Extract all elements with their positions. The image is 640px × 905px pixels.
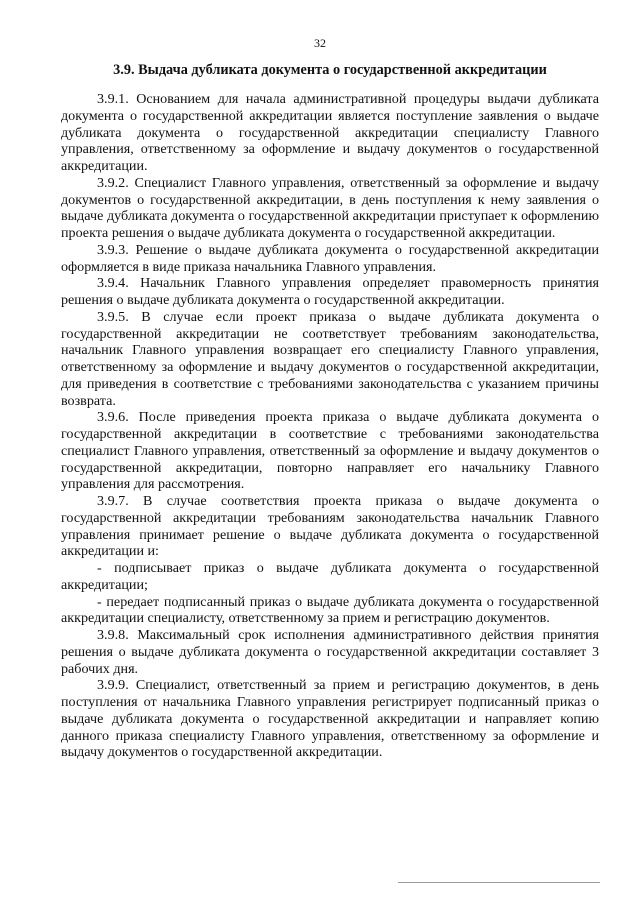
document-body bbox=[61, 91, 599, 761]
section-title: 3.9. Выдача дубликата документа о государственной аккредитации bbox=[113, 62, 547, 78]
paragraph-3-9-4: 3.9.4. Начальник Главного управления определяет правомерность принятия решения о выдаче дубликата документа о государственной аккредитации. bbox=[61, 275, 599, 308]
footer-divider bbox=[398, 882, 600, 883]
paragraph-3-9-2: 3.9.2. Специалист Главного управления, ответственный за оформление и выдачу документов о государственной аккредитации, в день поступления к нему заявления о выдаче дубликата документа о государственной аккредитации приступает к оформлению проекта решения о выдаче дубликата документа о государственной аккредитации. bbox=[61, 174, 599, 241]
paragraph-3-9-3: 3.9.3. Решение о выдаче дубликата документа о государственной аккредитации оформляется в виде приказа начальника Главного управления. bbox=[61, 241, 599, 275]
list-item-transfer-order: - передает подписанный приказ о выдаче дубликата документа о государственной аккредитации специалисту, ответственному за прием и регистрацию документов. bbox=[61, 593, 599, 627]
paragraph-3-9-7: 3.9.7. В случае соответствия проекта приказа о выдаче документа о государственной аккредитации требованиям законодательства начальник Главного управления принимает решение о выдаче дубликата документа о государственной аккредитации и: bbox=[61, 493, 599, 560]
page-number: 32 bbox=[314, 36, 326, 50]
paragraph-3-9-9: 3.9.9. Специалист, ответственный за прием и регистрацию документов, в день поступления от начальника Главного управления регистрирует подписанный приказ о выдаче дубликата документа о государственной аккредитации и направляет копию данного приказа специалисту Главного управления, ответственному за оформление и выдачу документов о государственной аккредитации. bbox=[61, 677, 599, 761]
paragraph-3-9-5: 3.9.5. В случае если проект приказа о выдаче дубликата документа о государственной аккредитации не соответствует требованиям законодательства, начальник Главного управления возвращает его специалисту Главного управления, ответственному за оформление и выдачу документов о государственной аккредитации, для приведения в соответствие с требованиями законодательства с указанием причины возврата. bbox=[61, 308, 599, 409]
paragraph-3-9-6: 3.9.6. После приведения проекта приказа о выдаче дубликата документа о государственной аккредитации в соответствие с требованиями законодательства специалист Главного управления, ответственный за оформление и выдачу документов о государственной аккредитации, повторно направляет его начальнику Главного управления для рассмотрения. bbox=[61, 409, 599, 493]
paragraph-3-9-1: 3.9.1. Основанием для начала административной процедуры выдачи дубликата документа о государственной аккредитации является поступление заявления о выдаче дубликата документа о государственной аккредитации специалисту Главного управления, ответственному за оформление и выдачу документов о государственной аккредитации. bbox=[61, 91, 599, 174]
paragraph-3-9-8: 3.9.8. Максимальный срок исполнения административного действия принятия решения о выдаче дубликата документа о государственной аккредитации составляет 3 рабочих дня. bbox=[61, 627, 599, 677]
list-item-sign-order: - подписывает приказ о выдаче дубликата документа о государственной аккредитации; bbox=[61, 560, 599, 593]
